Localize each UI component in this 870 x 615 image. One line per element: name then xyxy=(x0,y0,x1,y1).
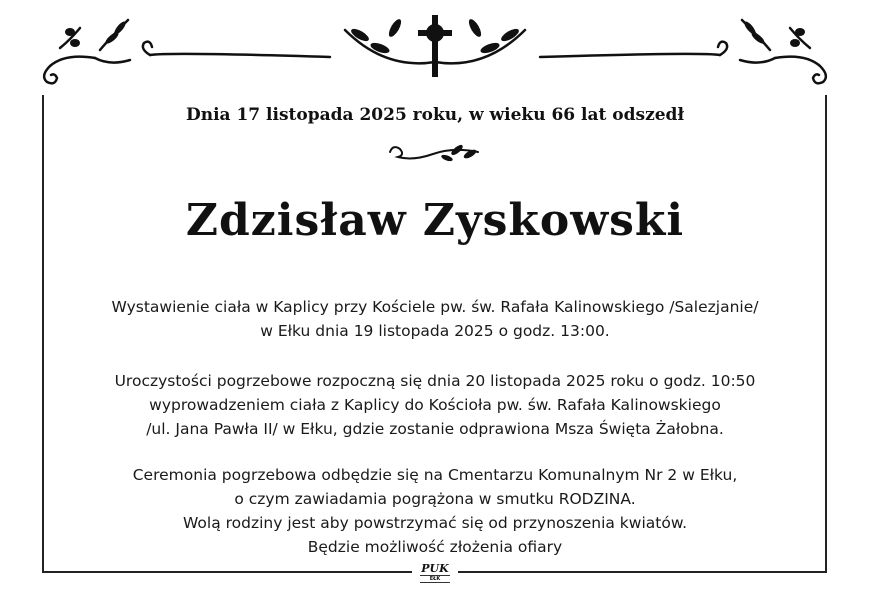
text-line: Będzie możliwość złożenia ofiary xyxy=(307,538,563,556)
text-line: /ul. Jana Pawła II/ w Ełku, gdzie zostanie odprawiona Msza Święta Żałobna. xyxy=(146,420,724,438)
text-line: w Ełku dnia 19 listopada 2025 o godz. 13:00. xyxy=(260,322,610,340)
top-ornament-icon xyxy=(0,0,870,95)
burial-paragraph xyxy=(0,463,870,559)
divider-ornament-icon xyxy=(385,142,485,166)
text-line: Wystawienie ciała w Kaplicy przy Kościele pw. św. Rafała Kalinowskiego /Salezjanie/ xyxy=(111,298,759,316)
text-line: o czym zawiadamia pogrążona w smutku RODZINA. xyxy=(234,490,636,508)
deceased-name: Zdzisław Zyskowski xyxy=(185,195,685,246)
frame-bottom-border-right xyxy=(458,571,827,573)
ceremony-paragraph xyxy=(0,369,870,441)
death-date-headline: Dnia 17 listopada 2025 roku, w wieku 66 lat odszedł xyxy=(185,105,684,125)
text-line: Uroczystości pogrzebowe rozpoczną się dnia 20 listopada 2025 roku o godz. 10:50 xyxy=(114,372,756,390)
frame-bottom-border-left xyxy=(42,571,412,573)
puk-logo xyxy=(417,563,453,583)
logo-top-text: PUK xyxy=(421,562,449,575)
text-line: wyprowadzeniem ciała z Kaplicy do Kościoła pw. św. Rafała Kalinowskiego xyxy=(149,396,721,414)
text-line: Ceremonia pogrzebowa odbędzie się na Cmentarzu Komunalnym Nr 2 w Ełku, xyxy=(132,466,738,484)
logo-bottom-text: EŁK xyxy=(420,575,450,583)
viewing-paragraph xyxy=(0,295,870,343)
text-line: Wolą rodziny jest aby powstrzymać się od przynoszenia kwiatów. xyxy=(182,514,687,532)
